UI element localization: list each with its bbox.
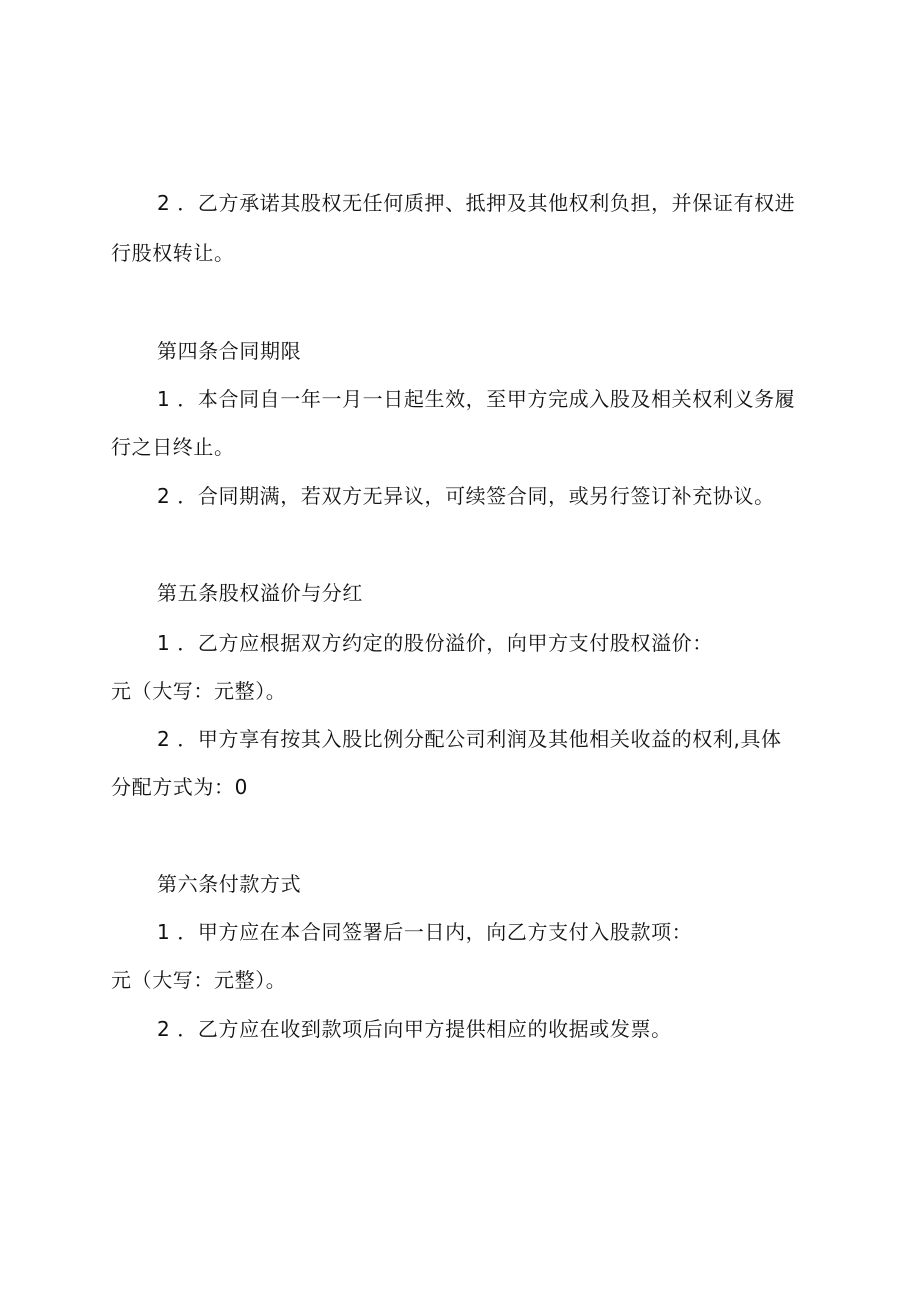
clause5-item2-line2: 分配方式为：0: [111, 775, 248, 799]
clause4-heading: 第四条合同期限: [157, 339, 302, 363]
clause3-item2-line1: 2 ．乙方承诺其股权无任何质押、抵押及其他权利负担，并保证有权进: [157, 191, 796, 215]
clause6-item2: 2 ．乙方应在收到款项后向甲方提供相应的收据或发票。: [157, 1017, 672, 1041]
clause6-item1-line1: 1 ．甲方应在本合同签署后一日内，向乙方支付入股款项：: [157, 920, 693, 944]
clause4-item1-line1: 1 ．本合同自一年一月一日起生效，至甲方完成入股及相关权利义务履: [157, 387, 796, 411]
clause5-item2-line1: 2 ．甲方享有按其入股比例分配公司利润及其他相关收益的权利,具体: [157, 727, 782, 751]
clause5-item1-line1: 1 ．乙方应根据双方约定的股份溢价，向甲方支付股权溢价：: [157, 631, 713, 655]
clause4-item1-line2: 行之日终止。: [111, 435, 235, 459]
clause5-heading: 第五条股权溢价与分红: [157, 581, 363, 605]
clause4-item2: 2 ．合同期满，若双方无异议，可续签合同，或另行签订补充协议。: [157, 484, 775, 508]
clause6-heading: 第六条付款方式: [157, 872, 302, 896]
clause6-item1-line2: 元（大写：元整）。: [111, 968, 287, 992]
clause3-item2-line2: 行股权转让。: [111, 241, 235, 265]
clause5-item1-line2: 元（大写：元整）。: [111, 679, 287, 703]
